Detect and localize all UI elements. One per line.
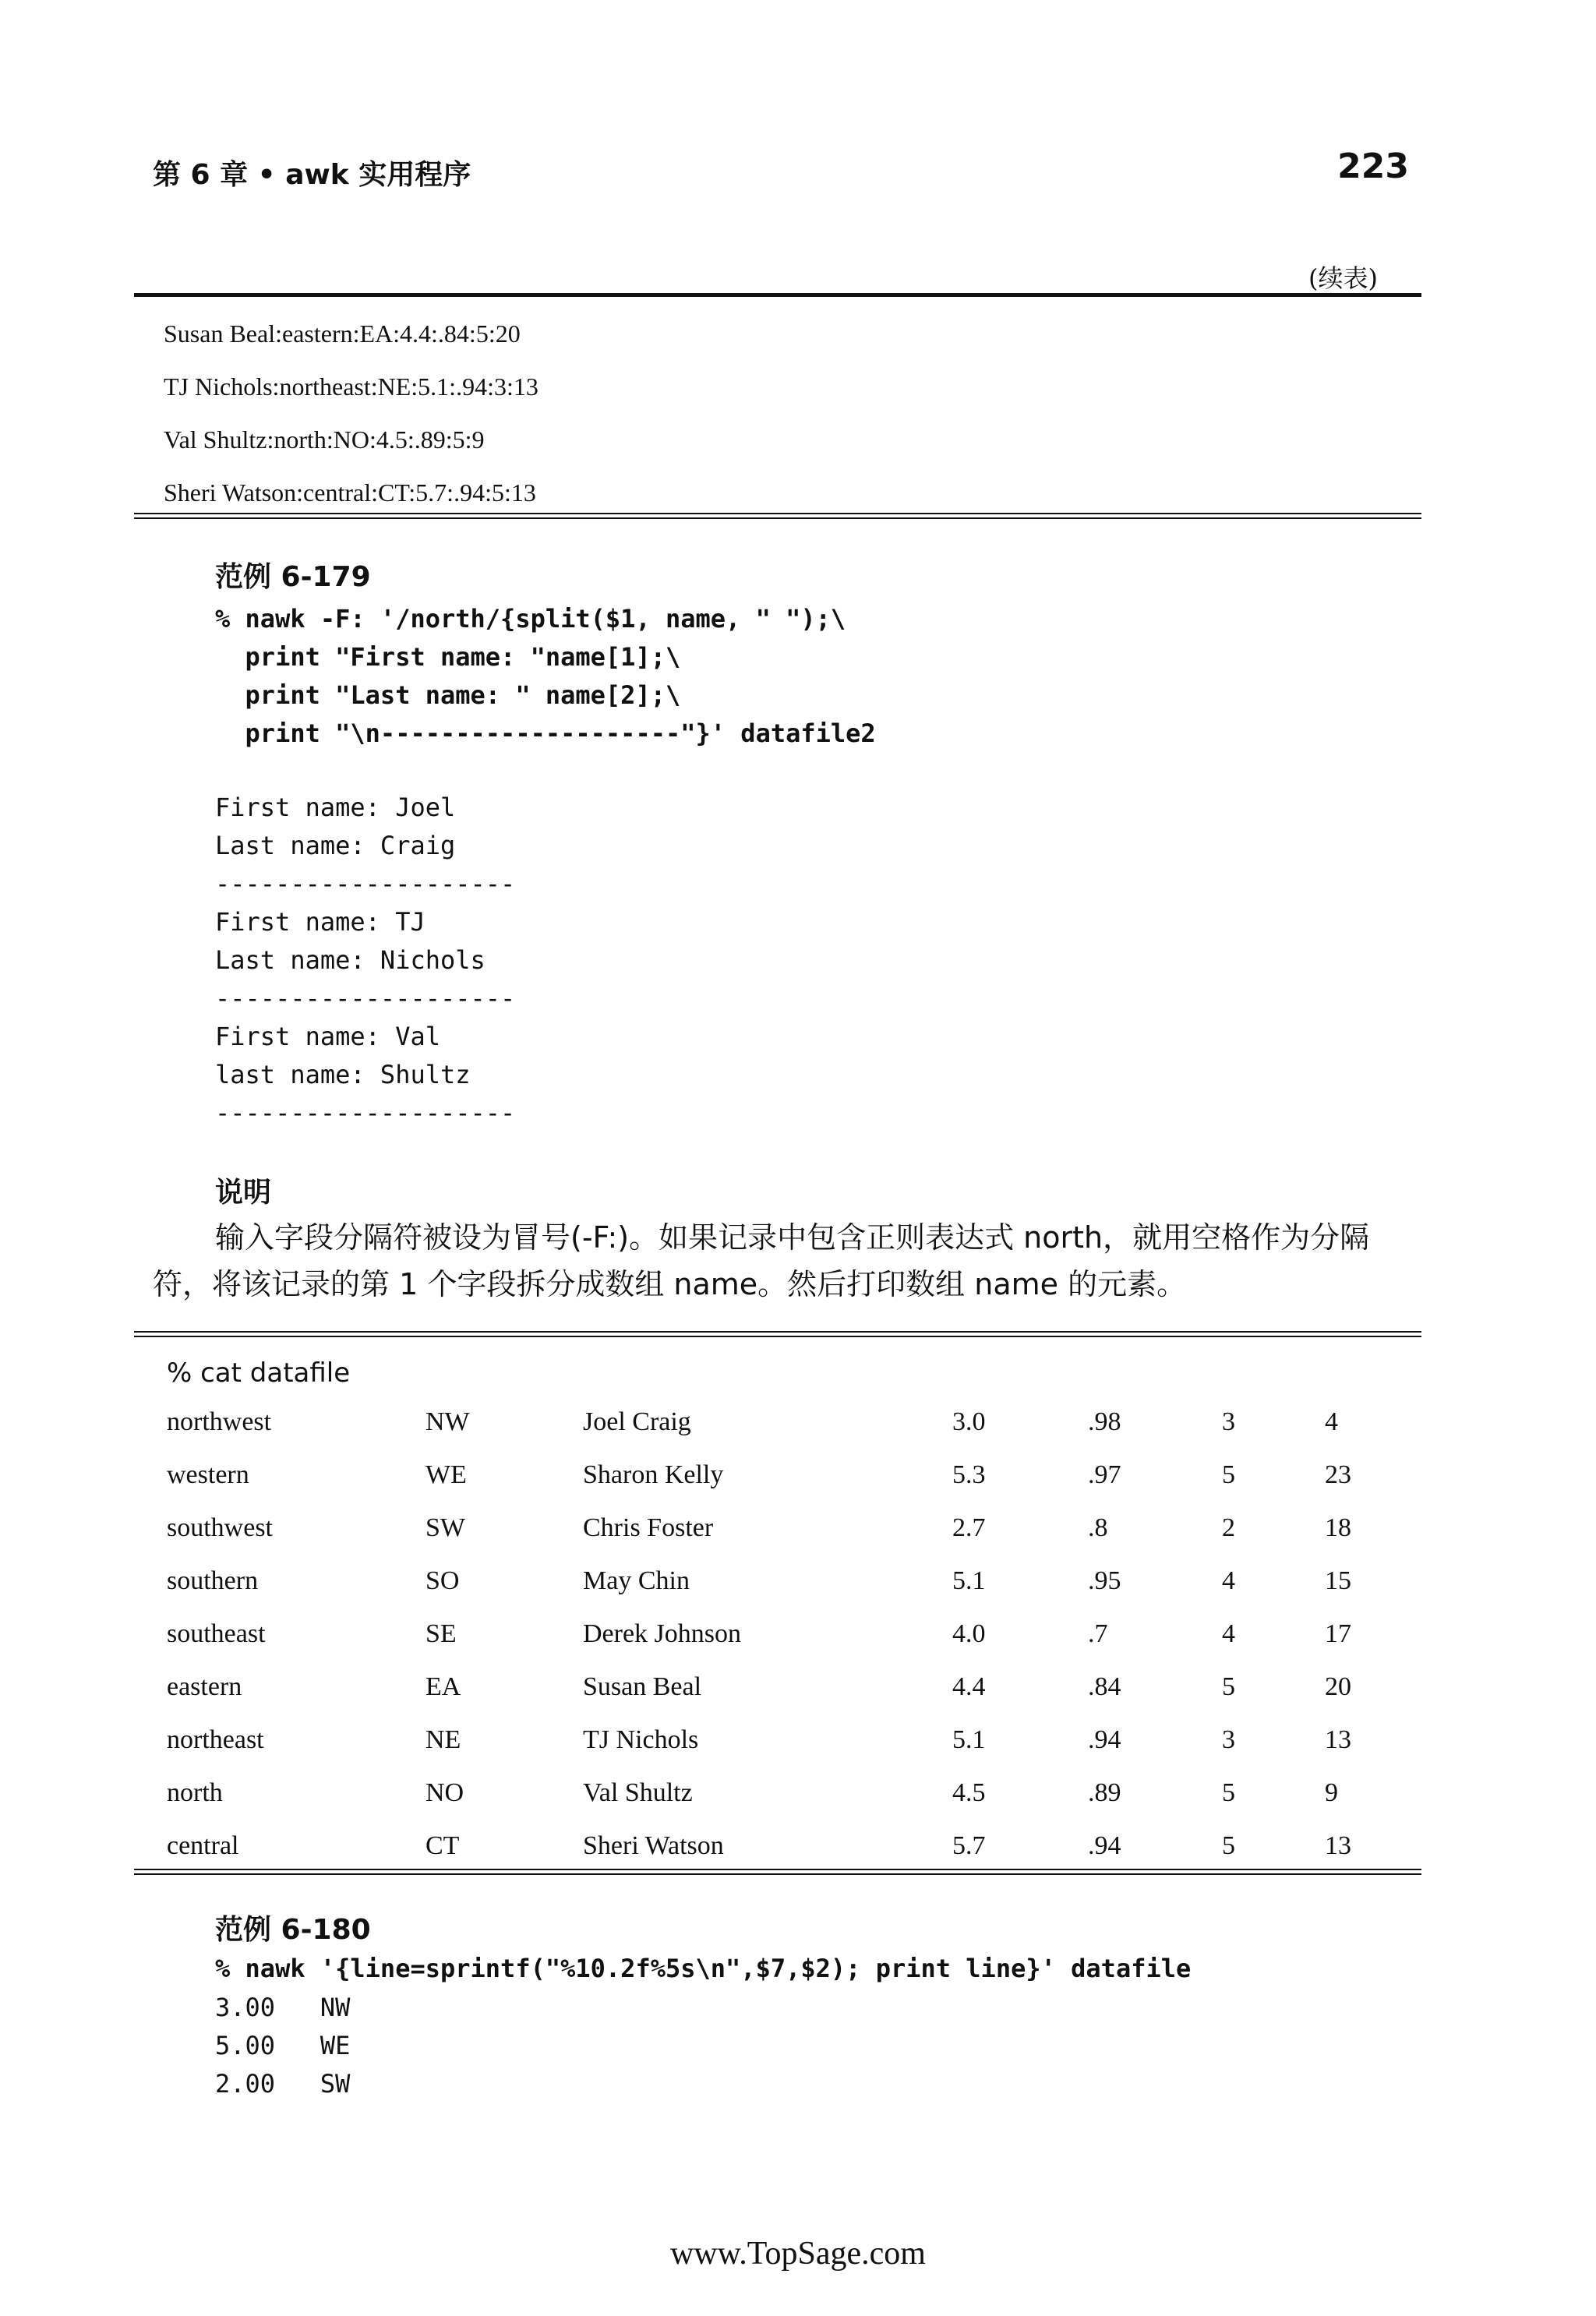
table-cell: eastern <box>167 1672 242 1701</box>
table-cell: EA <box>425 1672 461 1701</box>
output-line: First name: TJ <box>215 907 425 937</box>
table-cell: 3.0 <box>952 1407 986 1436</box>
table-cell: .94 <box>1088 1831 1121 1860</box>
table-cell: Sharon Kelly <box>583 1460 724 1489</box>
table-cell: 4.4 <box>952 1672 986 1701</box>
table-cell: 5 <box>1222 1831 1235 1860</box>
output-line: 5.00 WE <box>215 2031 351 2060</box>
example-title: 范例 6-180 <box>215 1914 371 1946</box>
table-cell: 5.1 <box>952 1566 986 1595</box>
output-line: Last name: Craig <box>215 831 456 860</box>
table-cell: 4 <box>1222 1619 1235 1648</box>
output-line: -------------------- <box>215 1098 516 1128</box>
chapter-header: 第 6 章 • awk 实用程序 <box>153 159 471 191</box>
table-cell: May Chin <box>583 1566 690 1595</box>
table-cell: .98 <box>1088 1407 1121 1436</box>
table-cell: 5.7 <box>952 1831 986 1860</box>
datafile-bottom-rule <box>134 1869 1421 1870</box>
output-line: last name: Shultz <box>215 1060 471 1089</box>
record-line: Val Shultz:north:NO:4.5:.89:5:9 <box>164 425 485 454</box>
table-cell: SO <box>425 1566 460 1595</box>
table-cell: 5.3 <box>952 1460 986 1489</box>
table-cell: 5 <box>1222 1778 1235 1807</box>
code-command <box>215 600 876 753</box>
table-cell: Sheri Watson <box>583 1831 724 1860</box>
table-cell: SW <box>425 1513 465 1542</box>
output-line: First name: Joel <box>215 793 456 822</box>
table-cell: 20 <box>1325 1672 1351 1701</box>
table-cell: southeast <box>167 1619 266 1648</box>
footer-url: www.TopSage.com <box>670 2236 926 2272</box>
table-bottom-rule-2 <box>134 517 1421 519</box>
code-line: print "First name: "name[1];\ <box>215 642 681 672</box>
table-cell: .8 <box>1088 1513 1108 1542</box>
table-cell: 15 <box>1325 1566 1351 1595</box>
table-cell: 5.1 <box>952 1725 986 1754</box>
record-line: TJ Nichols:northeast:NE:5.1:.94:3:13 <box>164 372 538 401</box>
record-line: Sheri Watson:central:CT:5.7:.94:5:13 <box>164 478 536 507</box>
table-cell: .89 <box>1088 1778 1121 1807</box>
code-line: print "Last name: " name[2];\ <box>215 680 681 710</box>
table-cell: 9 <box>1325 1778 1338 1807</box>
table-cell: 2 <box>1222 1513 1235 1542</box>
datafile-top-rule-2 <box>134 1336 1421 1337</box>
datafile-bottom-rule-2 <box>134 1873 1421 1875</box>
table-cell: NE <box>425 1725 461 1754</box>
table-cell: .7 <box>1088 1619 1108 1648</box>
table-cell: 5 <box>1222 1460 1235 1489</box>
table-cell: 4 <box>1222 1566 1235 1595</box>
code-line: % nawk -F: '/north/{split($1, name, " ");\ <box>215 604 846 634</box>
table-cell: 4.5 <box>952 1778 986 1807</box>
table-cell: Joel Craig <box>583 1407 691 1436</box>
page-number: 223 <box>1337 147 1409 186</box>
table-cell: 5 <box>1222 1672 1235 1701</box>
code-command: % nawk '{line=sprintf("%10.2f%5s\n",$7,$2); print line}' datafile <box>215 1954 1192 1983</box>
table-cell: 4.0 <box>952 1619 986 1648</box>
table-cell: .84 <box>1088 1672 1121 1701</box>
code-output <box>215 1989 350 2103</box>
table-cell: 13 <box>1325 1831 1351 1860</box>
table-cell: .94 <box>1088 1725 1121 1754</box>
table-cell: Chris Foster <box>583 1513 714 1542</box>
table-cell: 4 <box>1325 1407 1338 1436</box>
table-cell: southern <box>167 1566 259 1595</box>
datafile-title: % cat datafile <box>167 1357 351 1389</box>
table-cell: 18 <box>1325 1513 1351 1542</box>
table-cell: Susan Beal <box>583 1672 702 1701</box>
continued-label: (续表) <box>1308 263 1378 293</box>
table-cell: 3 <box>1222 1725 1235 1754</box>
table-cell: western <box>167 1460 249 1489</box>
table-cell: SE <box>425 1619 457 1648</box>
table-cell: TJ Nichols <box>583 1725 699 1754</box>
code-output <box>215 789 515 1132</box>
table-cell: central <box>167 1831 239 1860</box>
table-cell: southwest <box>167 1513 273 1542</box>
table-cell: 17 <box>1325 1619 1351 1648</box>
table-cell: north <box>167 1778 223 1807</box>
record-line: Susan Beal:eastern:EA:4.4:.84:5:20 <box>164 320 521 348</box>
table-cell: 13 <box>1325 1725 1351 1754</box>
table-bottom-rule <box>134 513 1421 514</box>
table-cell: northeast <box>167 1725 264 1754</box>
table-cell: .95 <box>1088 1566 1121 1595</box>
table-cell: WE <box>425 1460 467 1489</box>
datafile-top-rule <box>134 1331 1421 1333</box>
explanation-text: 输入字段分隔符被设为冒号(-F:)。如果记录中包含正则表达式 north，就用空格作为分隔符，将该记录的第 1 个字段拆分成数组 name。然后打印数组 name 的元素。 <box>153 1220 1370 1301</box>
table-top-rule <box>134 293 1421 297</box>
example-title: 范例 6-179 <box>215 561 371 593</box>
table-cell: .97 <box>1088 1460 1121 1489</box>
output-line: 3.00 NW <box>215 1993 351 2022</box>
table-cell: Val Shultz <box>583 1778 693 1807</box>
code-line: print "\n--------------------"}' datafile2 <box>215 718 876 748</box>
table-cell: NW <box>425 1407 470 1436</box>
table-cell: northwest <box>167 1407 272 1436</box>
output-line: Last name: Nichols <box>215 945 486 975</box>
table-cell: 2.7 <box>952 1513 986 1542</box>
table-cell: NO <box>425 1778 464 1807</box>
output-line: -------------------- <box>215 869 516 899</box>
table-cell: 3 <box>1222 1407 1235 1436</box>
output-line: -------------------- <box>215 983 516 1013</box>
explanation-title: 说明 <box>215 1177 272 1209</box>
output-line: First name: Val <box>215 1022 440 1051</box>
output-line: 2.00 SW <box>215 2069 351 2099</box>
table-cell: Derek Johnson <box>583 1619 742 1648</box>
table-cell: 23 <box>1325 1460 1351 1489</box>
table-cell: CT <box>425 1831 460 1860</box>
